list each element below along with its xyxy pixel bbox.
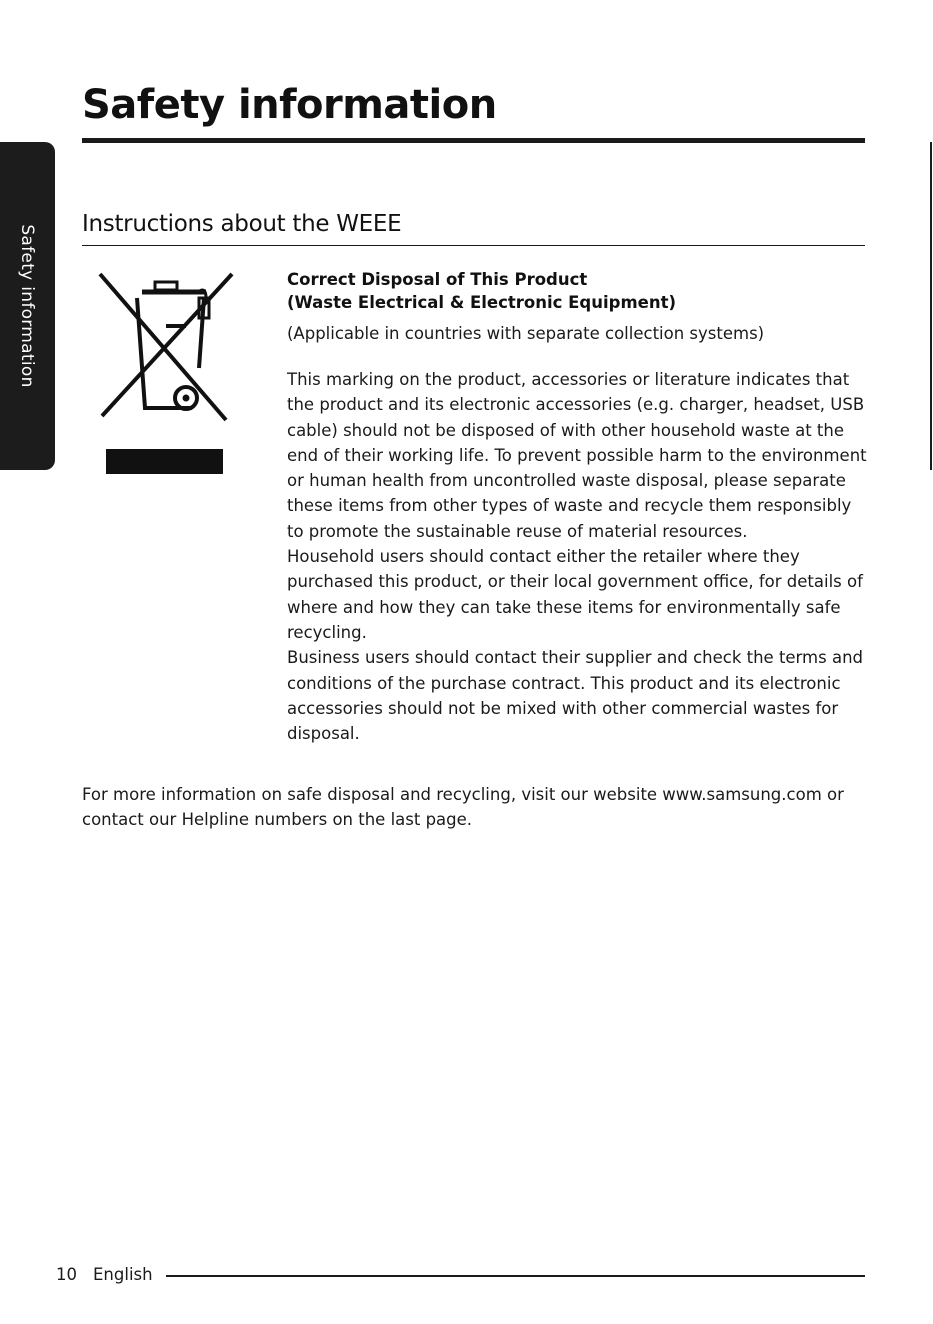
disposal-paragraph: Business users should contact their supplier and check the terms and conditions of the purchase contract. This product and its electronic accessories should not be mixed with other commercial wastes for disposal. <box>287 648 864 744</box>
disposal-instructions <box>287 268 867 746</box>
section-heading: Instructions about the WEEE <box>82 211 402 237</box>
applicable-note: (Applicable in countries with separate collection systems) <box>287 324 765 343</box>
disposal-paragraph: This marking on the product, accessories or literature indicates that the product and its electronic accessories (e.g. charger, headset, USB cable) should not be disposed of with other household waste at the end of their working life. To prevent possible harm to the environment or human health from uncontrolled waste disposal, please separate these items from other types of waste and recycle them responsibly to promote the sustainable reuse of material resources. <box>287 370 867 541</box>
disposal-subheading-line2: (Waste Electrical & Electronic Equipment) <box>287 293 676 312</box>
page-language: English <box>93 1265 153 1284</box>
disposal-subheading-line1: Correct Disposal of This Product <box>287 270 588 289</box>
crossed-out-wheelie-bin-icon <box>94 268 236 424</box>
title-divider <box>82 138 865 143</box>
disposal-body <box>287 367 867 746</box>
page-number: 10 <box>56 1265 77 1284</box>
footer-divider <box>166 1275 865 1277</box>
side-tab-label: Safety information <box>17 224 37 388</box>
weee-solid-bar <box>106 449 223 474</box>
disposal-paragraph: Household users should contact either the retailer where they purchased this product, or their local government office, for details of where and how they can take these items for environmentally safe recycling. <box>287 547 863 642</box>
page-title: Safety information <box>82 82 497 128</box>
section-divider <box>82 245 865 246</box>
more-information-note: For more information on safe disposal and recycling, visit our website www.samsung.com or contact our Helpline numbers on the last page. <box>82 785 844 830</box>
right-edge-rule <box>930 142 932 470</box>
